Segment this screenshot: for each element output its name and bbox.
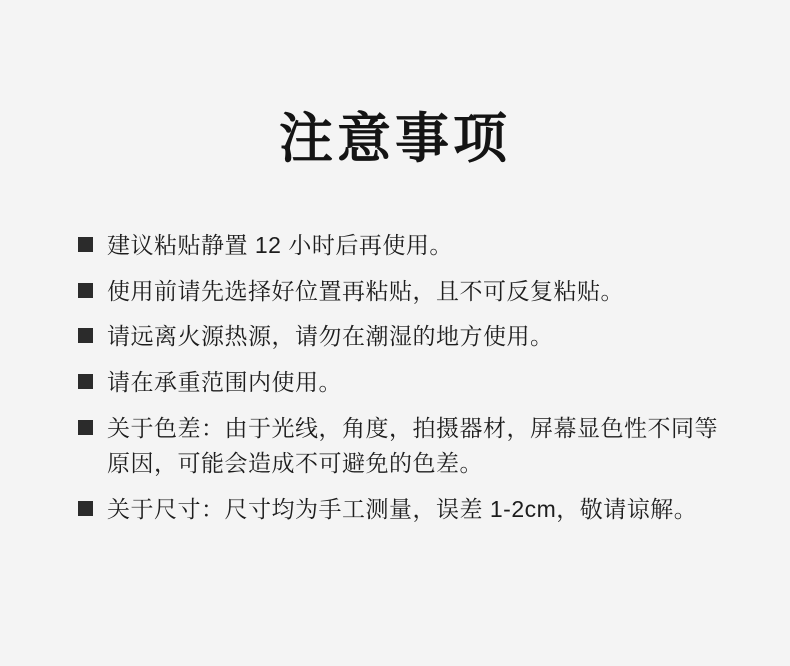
list-item [78, 492, 718, 528]
square-bullet-icon [78, 420, 93, 435]
page-title: 注意事项 [279, 109, 511, 169]
square-bullet-icon [78, 501, 93, 516]
square-bullet-icon [78, 237, 93, 252]
list-item-text: 使用前请先选择好位置再粘贴，且不可反复粘贴。 [107, 277, 624, 304]
square-bullet-icon [78, 374, 93, 389]
square-bullet-icon [78, 283, 93, 298]
list-item [78, 228, 718, 264]
list-item [78, 319, 718, 355]
list-item-text: 请远离火源热源，请勿在潮湿的地方使用。 [107, 323, 554, 350]
list-item [78, 365, 718, 401]
notice-list [78, 228, 718, 537]
list-item [78, 274, 718, 310]
list-item-text: 关于色差：由于光线，角度，拍摄器材，屏幕显色性不同等原因，可能会造成不可避免的色差。 [107, 414, 718, 477]
list-item-text: 关于尺寸：尺寸均为手工测量，误差 1-2cm，敬请谅解。 [107, 495, 698, 522]
list-item-text: 请在承重范围内使用。 [107, 368, 342, 395]
list-item-text: 建议粘贴静置 12 小时后再使用。 [107, 232, 453, 258]
list-item [78, 411, 718, 482]
square-bullet-icon [78, 328, 93, 343]
